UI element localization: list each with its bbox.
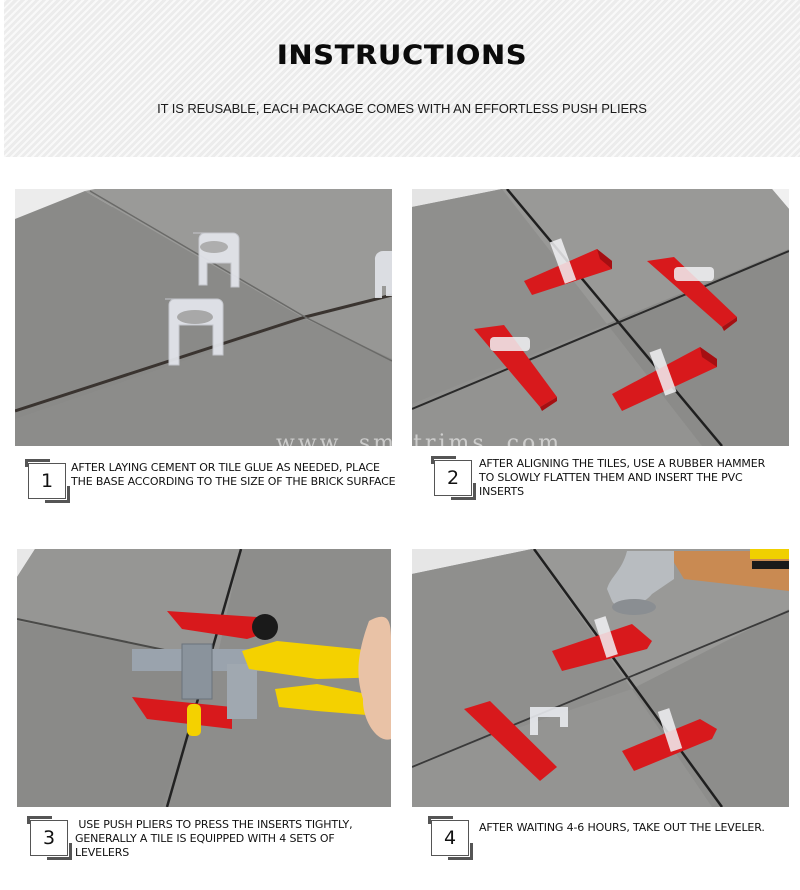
step-2-number: 2 <box>446 467 460 489</box>
red-wedges-image <box>412 189 789 446</box>
page-subtitle: IT IS REUSABLE, EACH PACKAGE COMES WITH AN EFFORTLESS PUSH PLIERS <box>157 101 647 116</box>
step-1-number: 1 <box>40 470 54 492</box>
step-3-photo <box>17 549 391 807</box>
step-1-description: AFTER LAYING CEMENT OR TILE GLUE AS NEEDED, PLACE THE BASE ACCORDING TO THE SIZE OF THE BRICK SURFACE <box>71 461 396 488</box>
step-4-description: AFTER WAITING 4-6 HOURS, TAKE OUT THE LEVELER. <box>479 821 765 834</box>
step-2-description: AFTER ALIGNING THE TILES, USE A RUBBER HAMMER TO SLOWLY FLATTEN THEM AND INSERT THE PVC INSERTS <box>479 457 766 498</box>
step-4-number-box <box>431 820 469 856</box>
step-4-number: 4 <box>443 827 457 849</box>
step-3-description: USE PUSH PLIERS TO PRESS THE INSERTS TIGHTLY, GENERALLY A TILE IS EQUIPPED WITH 4 SETS OF LEVELERS <box>75 818 356 859</box>
step-4-photo <box>412 549 789 807</box>
watermark-text: www. smatrims. com <box>276 431 563 456</box>
step-1-number-box <box>28 463 66 499</box>
tile-clip-bases-image <box>15 189 392 446</box>
step-2-photo <box>412 189 789 446</box>
step-1-photo <box>15 189 392 446</box>
page-title: INSTRUCTIONS <box>276 40 528 71</box>
step-3-number-box <box>30 820 68 856</box>
push-pliers-image <box>17 549 391 807</box>
hammer-removing-levelers-image <box>412 549 789 807</box>
step-2-number-box <box>434 460 472 496</box>
instructions-header <box>4 0 800 157</box>
step-3-number: 3 <box>42 827 56 849</box>
